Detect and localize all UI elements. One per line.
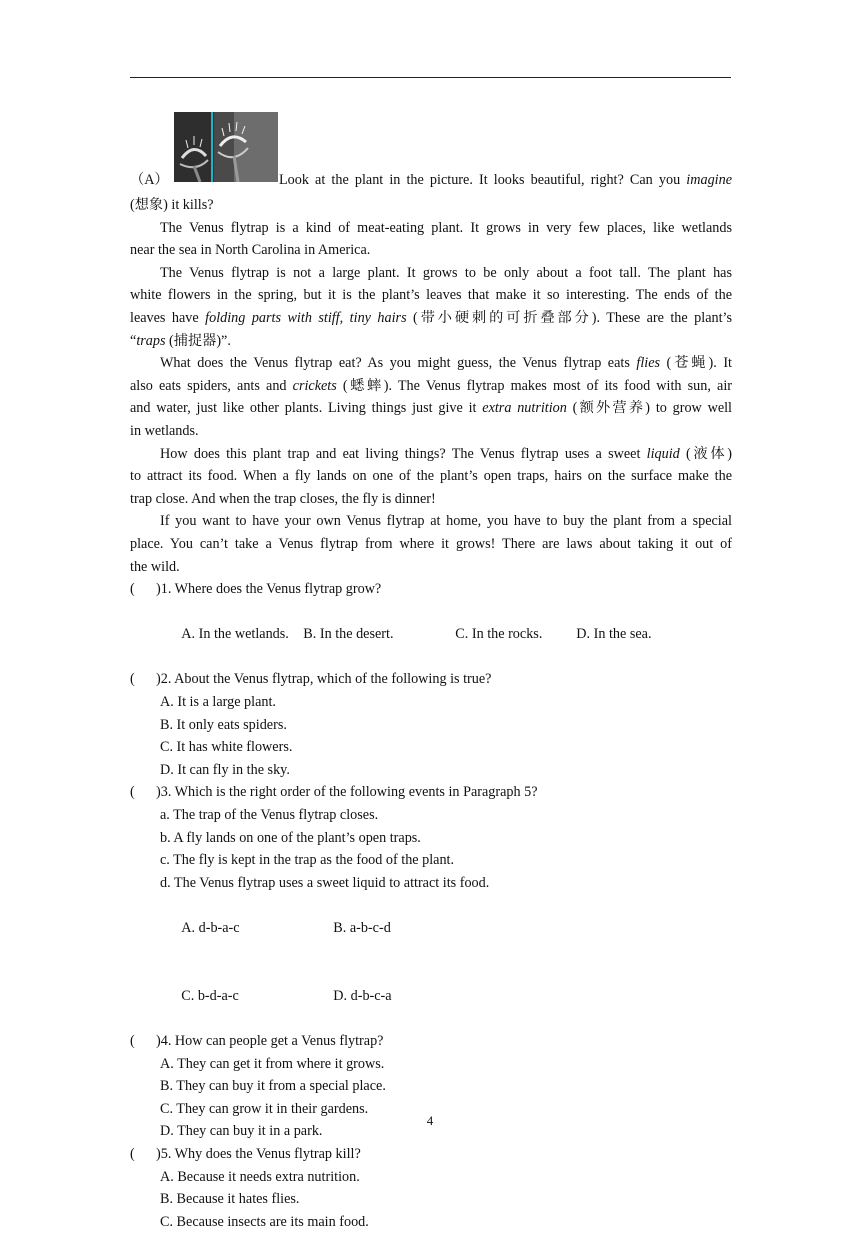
paragraph-4-line-2: also eats spiders, ants and crickets (蟋蟀). The Venus flytrap makes most of its food with sun, air [130,377,732,394]
question-3-options-row-1 [130,894,732,962]
question-1-option-d[interactable]: D. In the sea. [576,626,652,643]
question-2-option-a[interactable]: A. It is a large plant. [160,694,276,711]
header-rule [130,77,731,78]
paragraph-2-line-2: near the sea in North Carolina in America. [130,242,371,259]
venus-flytrap-photo [174,112,278,182]
question-3-options-row-2 [130,962,732,1030]
question-2-option-c[interactable]: C. It has white flowers. [160,739,293,756]
paragraph-1-line-1: Look at the plant in the picture. It looks beautiful, right? Can you imagine [279,172,732,188]
passage-label: （A） [130,172,169,188]
passage-intro-row [130,108,732,186]
paragraph-1-line-2: (想象) it kills? [130,197,214,213]
paragraph-6-line-1: If you want to have your own Venus flytrap at home, you have to buy the plant from a special [160,513,732,530]
question-4-stem: ( )4. How can people get a Venus flytrap? [130,1032,384,1049]
question-1-option-b[interactable]: B. In the desert. [303,626,394,643]
question-3-option-d[interactable]: D. d-b-c-a [333,987,392,1004]
paragraph-4-line-3: and water, just like other plants. Living things just give it extra nutrition (额外营养) to grow well [130,400,732,417]
reading-passage [130,108,732,1233]
paragraph-3-line-3: leaves have folding parts with stiff, tiny hairs (带小硬刺的可折叠部分). These are the plant’s [130,309,732,326]
question-1-option-a[interactable]: A. In the wetlands. [181,626,289,643]
paragraph-3-line-1: The Venus flytrap is not a large plant. It grows to be only about a foot tall. The plant has [160,264,732,281]
page-number: 4 [426,1113,434,1128]
paragraph-6-line-2: place. You can’t take a Venus flytrap from where it grows! There are laws about taking it out of [130,535,732,552]
question-4-option-d[interactable]: D. They can buy it in a park. [160,1123,323,1140]
question-1-option-c[interactable]: C. In the rocks. [455,626,543,643]
paragraph-2-line-1: The Venus flytrap is a kind of meat-eating plant. It grows in very few places, like wetlands [160,219,732,236]
question-2-option-b[interactable]: B. It only eats spiders. [160,716,287,733]
question-5-option-c[interactable]: C. Because insects are its main food. [160,1213,369,1230]
question-3-option-a[interactable]: A. d-b-a-c [181,920,240,936]
question-3-event-d: d. The Venus flytrap uses a sweet liquid to attract its food. [160,874,490,891]
paragraph-4-line-4: in wetlands. [130,422,199,439]
question-2-option-d[interactable]: D. It can fly in the sky. [160,761,290,778]
paragraph-5-line-3: trap close. And when the trap closes, the fly is dinner! [130,490,436,507]
question-5-option-b[interactable]: B. Because it hates flies. [160,1191,300,1208]
question-3-option-b[interactable]: B. a-b-c-d [333,920,391,936]
question-3-event-b: b. A fly lands on one of the plant’s open traps. [160,829,421,846]
question-3-event-c: c. The fly is kept in the trap as the food of the plant. [160,852,455,869]
question-1-stem: ( )1. Where does the Venus flytrap grow? [130,581,382,598]
question-5-stem: ( )5. Why does the Venus flytrap kill? [130,1145,361,1162]
paragraph-6-line-3: the wild. [130,558,180,575]
question-1-options [130,601,732,669]
question-2-stem: ( )2. About the Venus flytrap, which of the following is true? [130,671,492,688]
paragraph-3-line-2: white flowers in the spring, but it is the plant’s leaves that make it so interesting. The ends of the [130,287,732,304]
question-3-stem: ( )3. Which is the right order of the following events in Paragraph 5? [130,784,538,801]
question-4-option-c[interactable]: C. They can grow it in their gardens. [160,1100,369,1117]
question-3-event-a: a. The trap of the Venus flytrap closes. [160,807,379,824]
paragraph-3-line-4: “traps (捕捉器)”. [130,332,231,349]
paragraph-4-line-1: What does the Venus flytrap eat? As you might guess, the Venus flytrap eats flies (苍蝇). It [160,355,732,372]
paragraph-5-line-1: How does this plant trap and eat living things? The Venus flytrap uses a sweet liquid (液体) [160,445,733,462]
paragraph-5-line-2: to attract its food. When a fly lands on one of the plant’s open traps, hairs on the surface make the [130,468,732,485]
question-4-option-a[interactable]: A. They can get it from where it grows. [160,1055,385,1072]
question-3-option-c[interactable]: C. b-d-a-c [181,987,239,1004]
question-4-option-b[interactable]: B. They can buy it from a special place. [160,1078,386,1095]
question-5-option-a[interactable]: A. Because it needs extra nutrition. [160,1168,360,1185]
